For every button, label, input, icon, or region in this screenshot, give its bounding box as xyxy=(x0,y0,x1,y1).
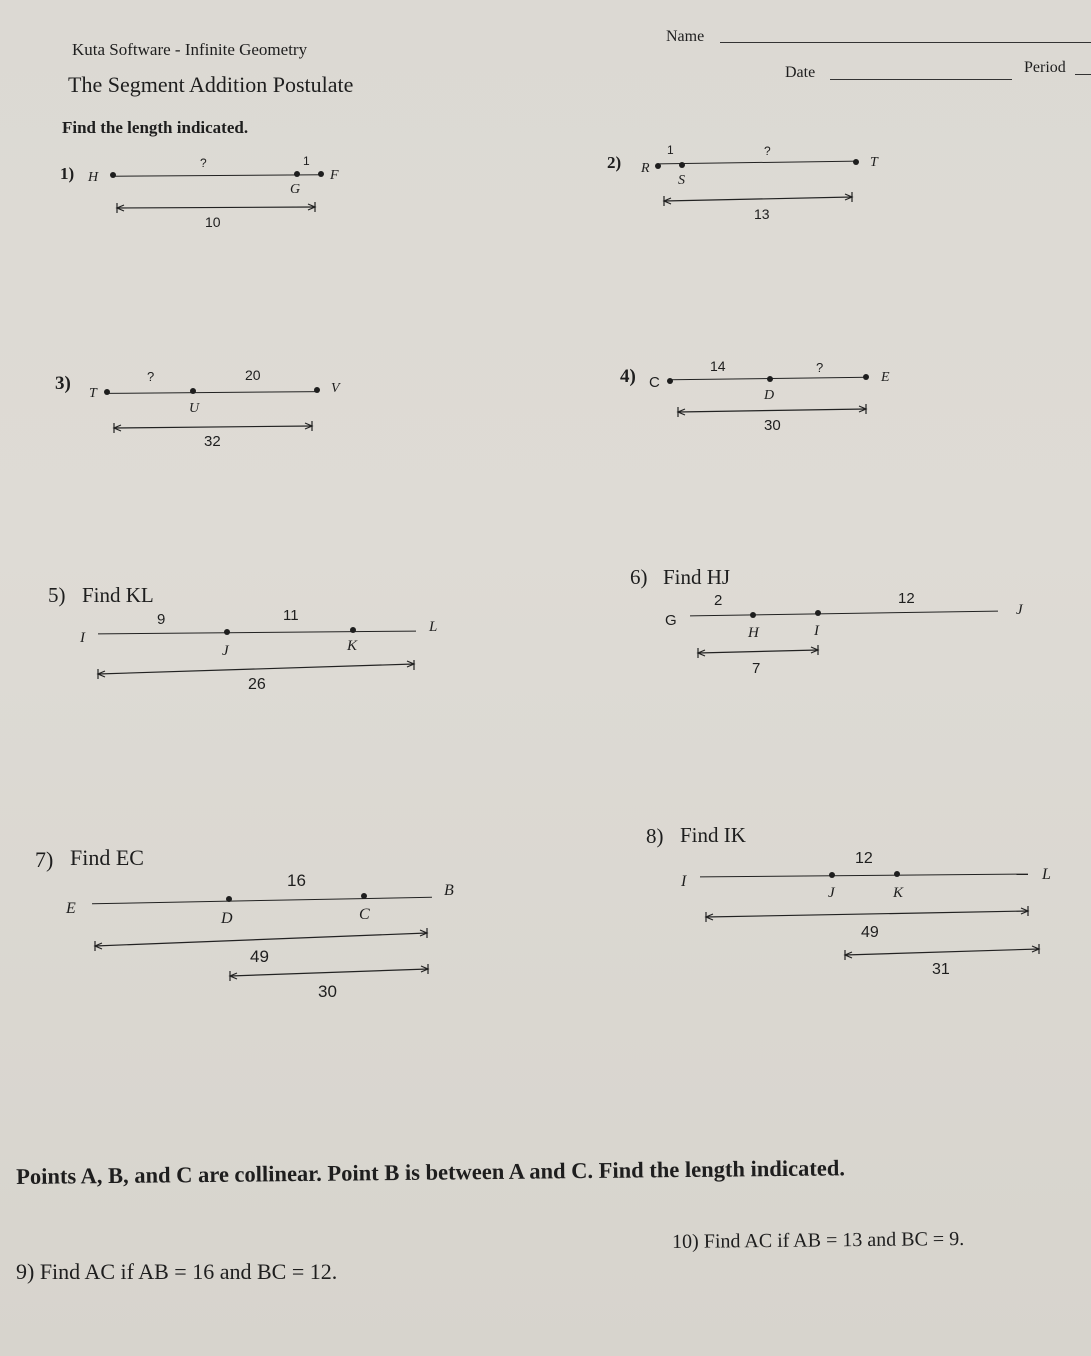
point-label: R xyxy=(641,161,650,176)
point-dot xyxy=(655,163,661,169)
segment-value: ? xyxy=(200,156,207,170)
point-label: V xyxy=(331,381,340,396)
point-label: C xyxy=(359,906,370,923)
point-dot xyxy=(110,172,116,178)
point-dot xyxy=(767,376,773,382)
point-dot xyxy=(104,389,110,395)
length-arrow xyxy=(663,192,853,204)
segment-value: ? xyxy=(816,360,824,375)
length-arrow xyxy=(116,202,316,214)
point-dot xyxy=(667,378,673,384)
total-length-2: 31 xyxy=(932,961,950,978)
total-length-2: 30 xyxy=(318,982,337,1001)
point-label: J xyxy=(1016,602,1023,618)
problem-9: 9) Find AC if AB = 16 and BC = 12. xyxy=(16,1259,338,1284)
segment xyxy=(113,174,323,176)
problem-number: 6) xyxy=(630,565,648,589)
segment-value: 1 xyxy=(303,154,310,168)
problem-number: 5) xyxy=(48,583,66,607)
problem-10: 10) Find AC if AB = 13 and BC = 9. xyxy=(672,1227,965,1253)
segment xyxy=(658,161,858,165)
total-length: 49 xyxy=(250,947,269,966)
length-arrow xyxy=(113,420,313,432)
point-label: T xyxy=(870,155,878,170)
period-field[interactable] xyxy=(1075,74,1091,75)
segment-value: ? xyxy=(764,144,771,158)
point-label: L xyxy=(1042,866,1051,883)
problem-prompt: Find KL xyxy=(82,583,154,607)
point-label: E xyxy=(66,900,76,917)
point-label: E xyxy=(881,370,890,385)
section-heading: Points A, B, and C are collinear. Point B is between A and C. Find the length indicated. xyxy=(16,1155,846,1189)
point-label: D xyxy=(221,910,233,927)
point-label: I xyxy=(681,873,687,890)
segment xyxy=(98,631,416,635)
total-length: 26 xyxy=(248,676,266,693)
total-length: 13 xyxy=(754,206,770,222)
segment-value: 11 xyxy=(283,607,299,624)
point-dot xyxy=(224,629,230,635)
length-arrow xyxy=(677,404,867,416)
problem-prompt: Find IK xyxy=(680,823,746,847)
point-label: T xyxy=(89,386,97,401)
segment-value: ? xyxy=(147,369,155,384)
period-label: Period xyxy=(1024,59,1066,76)
point-label: B xyxy=(444,882,454,899)
problem-number: 3) xyxy=(55,373,71,394)
point-label: G xyxy=(665,612,677,629)
point-dot xyxy=(350,627,356,633)
length-arrow xyxy=(844,944,1040,960)
problem-prompt: Find EC xyxy=(70,845,144,870)
point-label: C xyxy=(649,374,660,391)
point-dot xyxy=(679,162,685,168)
problem-prompt: Find HJ xyxy=(663,565,731,589)
point-dot xyxy=(314,387,320,393)
segment xyxy=(700,874,1028,878)
point-label: K xyxy=(347,638,358,654)
segment xyxy=(92,897,432,905)
point-label: J xyxy=(828,885,835,901)
point-dot xyxy=(894,871,900,877)
point-label: G xyxy=(290,182,301,197)
point-label: U xyxy=(189,401,200,416)
total-length: 7 xyxy=(752,660,761,677)
segment-value: 14 xyxy=(710,358,726,374)
point-label: F xyxy=(330,168,339,183)
point-label: H xyxy=(88,170,99,185)
problem-number: 2) xyxy=(607,153,622,172)
point-label: I xyxy=(80,630,85,646)
segment-value: 1 xyxy=(667,143,674,157)
point-dot xyxy=(863,374,869,380)
date-label: Date xyxy=(785,64,816,81)
segment-value: 12 xyxy=(898,590,915,607)
name-field[interactable] xyxy=(720,42,1091,43)
total-length: 49 xyxy=(861,924,879,941)
date-field[interactable] xyxy=(830,79,1012,80)
publisher-line: Kuta Software - Infinite Geometry xyxy=(72,40,308,59)
problem-number: 7) xyxy=(35,847,54,872)
point-label: J xyxy=(222,643,229,659)
length-arrow xyxy=(705,906,1029,922)
point-dot xyxy=(829,872,835,878)
point-dot xyxy=(318,171,324,177)
problem-number: 4) xyxy=(620,366,636,387)
total-length: 32 xyxy=(204,433,221,450)
segment-value: 16 xyxy=(287,871,306,890)
point-dot xyxy=(226,896,232,902)
point-label: I xyxy=(814,623,819,639)
total-length: 30 xyxy=(764,417,781,434)
point-dot xyxy=(750,612,756,618)
segment-value: 2 xyxy=(714,592,723,609)
problem-number: 8) xyxy=(646,824,664,848)
point-dot xyxy=(815,610,821,616)
length-arrow xyxy=(697,644,819,658)
point-label: K xyxy=(893,885,904,901)
worksheet-title: The Segment Addition Postulate xyxy=(68,72,354,97)
point-dot xyxy=(190,388,196,394)
segment-value: 9 xyxy=(157,611,166,628)
point-label: D xyxy=(764,388,775,403)
point-dot xyxy=(853,159,859,165)
segment-value: 20 xyxy=(245,367,261,383)
point-label: H xyxy=(748,625,759,641)
point-dot xyxy=(294,171,300,177)
length-arrow xyxy=(229,964,429,982)
name-label: Name xyxy=(666,28,705,45)
point-dot xyxy=(361,893,367,899)
point-label: S xyxy=(678,173,685,188)
segment-value: 12 xyxy=(855,850,873,867)
instructions: Find the length indicated. xyxy=(62,118,249,137)
total-length: 10 xyxy=(205,214,221,230)
segment xyxy=(107,391,319,394)
segment xyxy=(690,611,998,617)
problem-number: 1) xyxy=(60,164,75,183)
point-label: L xyxy=(429,619,438,635)
